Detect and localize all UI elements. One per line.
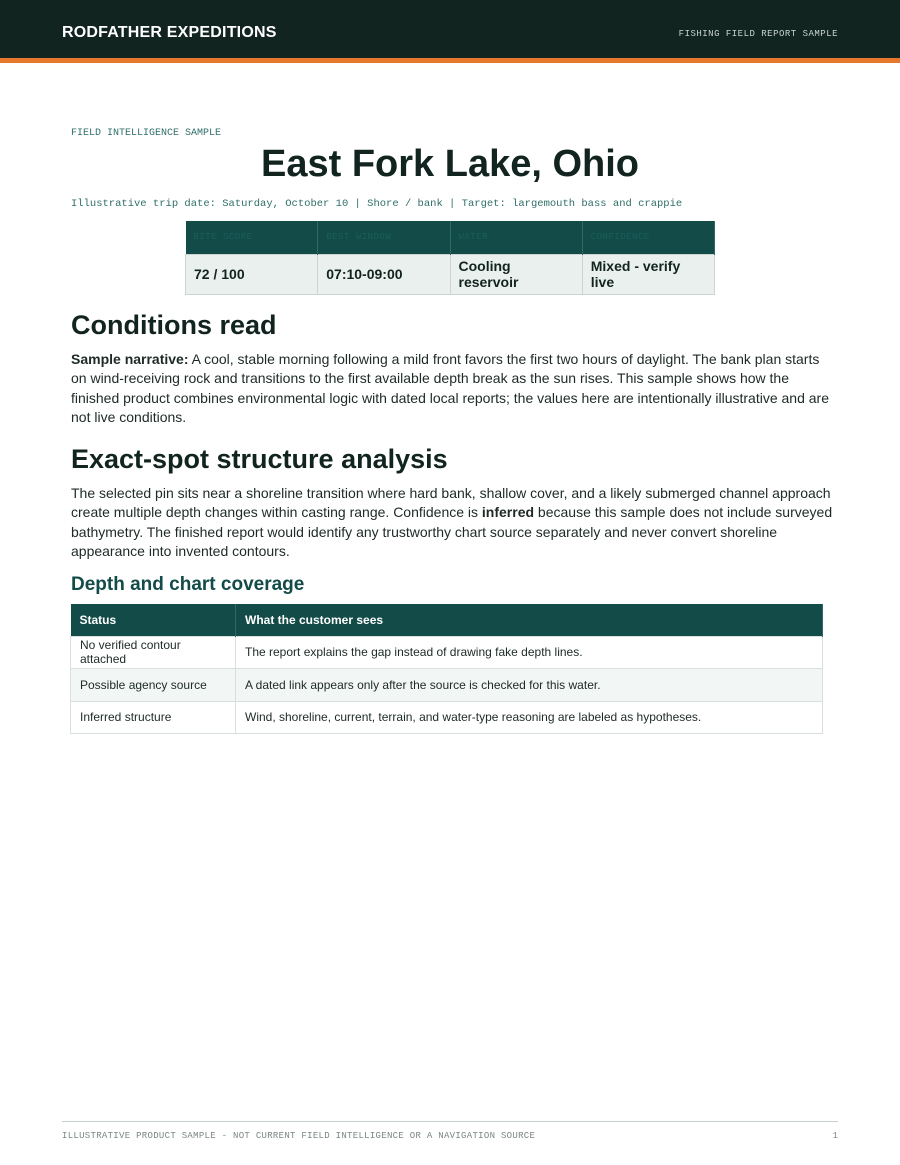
table-row: [71, 701, 823, 734]
metric-header-bite-score: BITE SCORE: [186, 221, 318, 254]
summary-metrics-table: [185, 221, 715, 295]
metric-bite-score: 72 / 100: [186, 254, 318, 294]
coverage-table: [70, 604, 823, 734]
footer-divider: [62, 1121, 838, 1122]
table-row: [71, 636, 823, 669]
metric-confidence: Mixed - verify live: [582, 254, 714, 294]
metrics-header-row: [186, 221, 715, 254]
structure-body-before: The selected pin sits near a shoreline transition where hard bank, shallow cover, and a likely submerged channel approach create multiple depth changes within casting range. Confidence is: [71, 485, 831, 521]
table-row: [71, 669, 823, 702]
section-eyebrow: FIELD INTELLIGENCE SAMPLE: [71, 128, 222, 139]
metric-header-confidence: CONFIDENCE: [582, 221, 714, 254]
structure-heading: Exact-spot structure analysis: [71, 444, 448, 474]
conditions-heading: Conditions read: [71, 310, 277, 340]
coverage-col-customer-sees: What the customer sees: [236, 604, 823, 636]
trip-details: Illustrative trip date: Saturday, October 10 | Shore / bank | Target: largemouth bass and crappie: [71, 198, 683, 210]
footer-disclaimer: ILLUSTRATIVE PRODUCT SAMPLE - NOT CURRENT FIELD INTELLIGENCE OR A NAVIGATION SOURCE: [62, 1131, 536, 1141]
metric-best-window: 07:10-09:00: [318, 254, 450, 294]
conditions-lead: Sample narrative:: [71, 351, 189, 367]
brand-name: RODFATHER EXPEDITIONS: [62, 24, 277, 41]
page-number: 1: [832, 1131, 838, 1141]
structure-body-after: because this sample does not include surveyed bathymetry. The finished report would identify any trustworthy chart source separately and never convert shoreline appearance into invented contours.: [71, 504, 833, 559]
conditions-body: A cool, stable morning following a mild front favors the first two hours of daylight. The bank plan starts on wind-receiving rock and transitions to the first available depth break as the sun rises. This sample shows how the finished product combines environmental logic with dated local reports; the values here are intentionally illustrative and are not live conditions.: [71, 351, 829, 425]
coverage-status-cell: Inferred structure: [71, 701, 236, 734]
coverage-col-status: Status: [71, 604, 236, 636]
top-banner: [0, 0, 900, 63]
coverage-status-cell: No verified contour attached: [71, 636, 236, 669]
metric-water: Cooling reservoir: [450, 254, 582, 294]
coverage-sees-cell: The report explains the gap instead of drawing fake depth lines.: [236, 636, 823, 669]
coverage-sees-cell: Wind, shoreline, current, terrain, and water-type reasoning are labeled as hypotheses.: [236, 701, 823, 734]
report-type-tag: FISHING FIELD REPORT SAMPLE: [678, 29, 838, 39]
conditions-paragraph: [71, 350, 833, 427]
coverage-header-row: [71, 604, 823, 636]
metric-header-water: WATER: [450, 221, 582, 254]
structure-paragraph: [71, 484, 833, 561]
page-title: East Fork Lake, Ohio: [261, 143, 639, 185]
metrics-value-row: [186, 254, 715, 294]
coverage-heading: Depth and chart coverage: [71, 574, 305, 595]
coverage-status-cell: Possible agency source: [71, 669, 236, 702]
coverage-sees-cell: A dated link appears only after the source is checked for this water.: [236, 669, 823, 702]
metric-header-best-window: BEST WINDOW: [318, 221, 450, 254]
structure-emphasis: inferred: [481, 504, 535, 521]
